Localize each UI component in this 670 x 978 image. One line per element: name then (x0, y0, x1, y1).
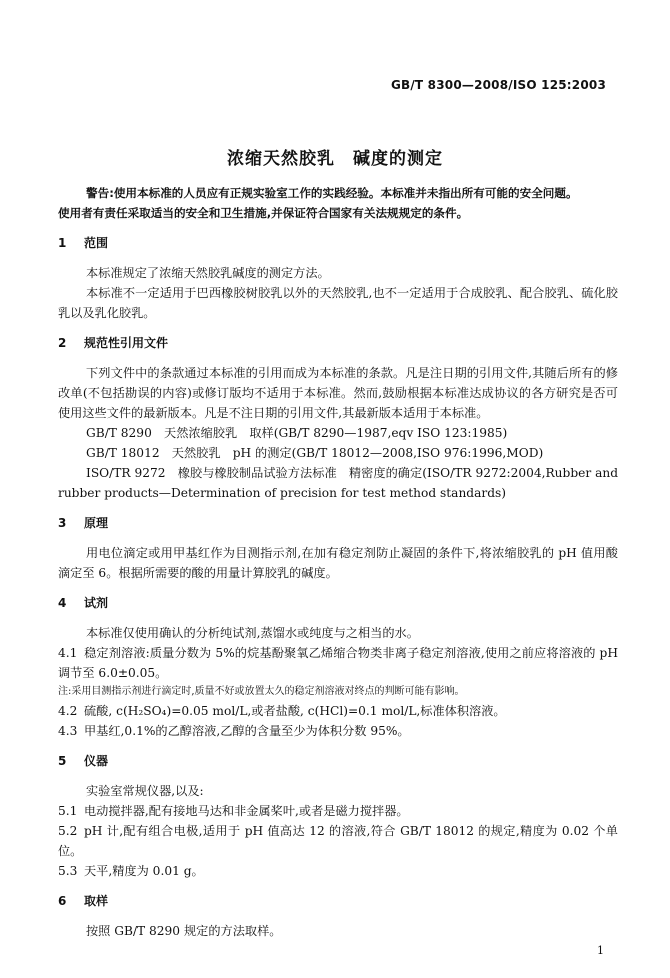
clause-4-3 (58, 721, 618, 741)
paragraph: 本标准不一定适用于巴西橡胶树胶乳以外的天然胶乳,也不一定适用于合成胶乳、配合胶乳、硫化胶乳以及乳化胶乳。 (58, 286, 618, 320)
reference-item: GB/T 8290 天然浓缩胶乳 取样(GB/T 8290—1987,eqv ISO 123:1985) (86, 426, 508, 440)
reference-item: ISO/TR 9272 橡胶与橡胶制品试验方法标准 精密度的确定(ISO/TR 9272:2004,Rubber and rubber products—Determination of precision for test method standards) (58, 466, 618, 500)
section-number: 1 (58, 236, 67, 250)
section-1-heading (58, 233, 618, 253)
clause-4-1 (58, 643, 618, 683)
section-number: 5 (58, 754, 67, 768)
note: 注:采用目测指示剂进行滴定时,质量不好或放置太久的稳定剂溶液对终点的判断可能有影响。 (58, 686, 465, 697)
paragraph: 本标准规定了浓缩天然胶乳碱度的测定方法。 (86, 266, 330, 280)
clause-number: 4.1 (58, 646, 78, 660)
section-title: 取样 (84, 894, 109, 908)
clause-text: 硫酸, c(H₂SO₄)=0.05 mol/L,或者盐酸, c(HCl)=0.1 mol/L,标准体积溶液。 (84, 704, 506, 718)
paragraph: 本标准仅使用确认的分析纯试剂,蒸馏水或纯度与之相当的水。 (86, 626, 419, 640)
section-5-heading (58, 751, 618, 771)
section-4-heading (58, 593, 618, 613)
section-number: 4 (58, 596, 67, 610)
clause-text: 稳定剂溶液:质量分数为 5%的烷基酚聚氧乙烯缩合物类非离子稳定剂溶液,使用之前应将溶液的 pH 调节至 6.0±0.05。 (58, 646, 618, 680)
paragraph: 按照 GB/T 8290 规定的方法取样。 (86, 924, 282, 938)
warning-line-1: 警告:使用本标准的人员应有正规实验室工作的实践经验。本标准并未指出所有可能的安全问题。 (86, 186, 578, 200)
section-title: 试剂 (84, 596, 109, 610)
clause-number: 4.3 (58, 724, 78, 738)
section-3-heading (58, 513, 618, 533)
clause-5-1 (58, 801, 618, 821)
paragraph: 用电位滴定或用甲基红作为目测指示剂,在加有稳定剂防止凝固的条件下,将浓缩胶乳的 pH 值用酸滴定至 6。根据所需要的酸的用量计算胶乳的碱度。 (58, 546, 618, 580)
document-title: 浓缩天然胶乳 碱度的测定 (227, 149, 443, 169)
paragraph: 下列文件中的条款通过本标准的引用而成为本标准的条款。凡是注日期的引用文件,其随后所有的修改单(不包括勘误的内容)或修订版均不适用于本标准。然而,鼓励根据本标准达成协议的各方研究是否可使用这些文件的最新版本。凡是不注日期的引用文件,其最新版本适用于本标准。 (58, 366, 618, 420)
paragraph: 实验室常规仪器,以及: (86, 784, 204, 798)
standard-number: GB/T 8300—2008/ISO 125:2003 (390, 78, 606, 92)
clause-number: 4.2 (58, 704, 78, 718)
section-title: 规范性引用文件 (84, 336, 169, 350)
clause-5-3 (58, 861, 618, 881)
clause-text: pH 计,配有组合电极,适用于 pH 值高达 12 的溶液,符合 GB/T 18012 的规定,精度为 0.02 个单位。 (58, 824, 618, 858)
section-number: 3 (58, 516, 67, 530)
section-title: 原理 (84, 516, 109, 530)
section-number: 6 (58, 894, 67, 908)
clause-text: 甲基红,0.1%的乙醇溶液,乙醇的含量至少为体积分数 95%。 (84, 724, 410, 738)
warning-line-2: 使用者有责任采取适当的安全和卫生措施,并保证符合国家有关法规规定的条件。 (58, 206, 469, 220)
section-title: 范围 (84, 236, 109, 250)
page-number: 1 (597, 944, 604, 957)
section-2-heading (58, 333, 618, 353)
clause-5-2 (58, 821, 618, 861)
section-6-heading (58, 891, 618, 911)
clause-number: 5.1 (58, 804, 78, 818)
reference-item: GB/T 18012 天然胶乳 pH 的测定(GB/T 18012—2008,ISO 976:1996,MOD) (86, 446, 544, 460)
section-title: 仪器 (84, 754, 109, 768)
document-body (58, 183, 618, 941)
section-number: 2 (58, 336, 67, 350)
clause-text: 电动搅拌器,配有接地马达和非金属桨叶,或者是磁力搅拌器。 (84, 804, 409, 818)
clause-number: 5.2 (58, 824, 78, 838)
clause-4-2 (58, 701, 618, 721)
clause-number: 5.3 (58, 864, 78, 878)
clause-text: 天平,精度为 0.01 g。 (84, 864, 204, 878)
